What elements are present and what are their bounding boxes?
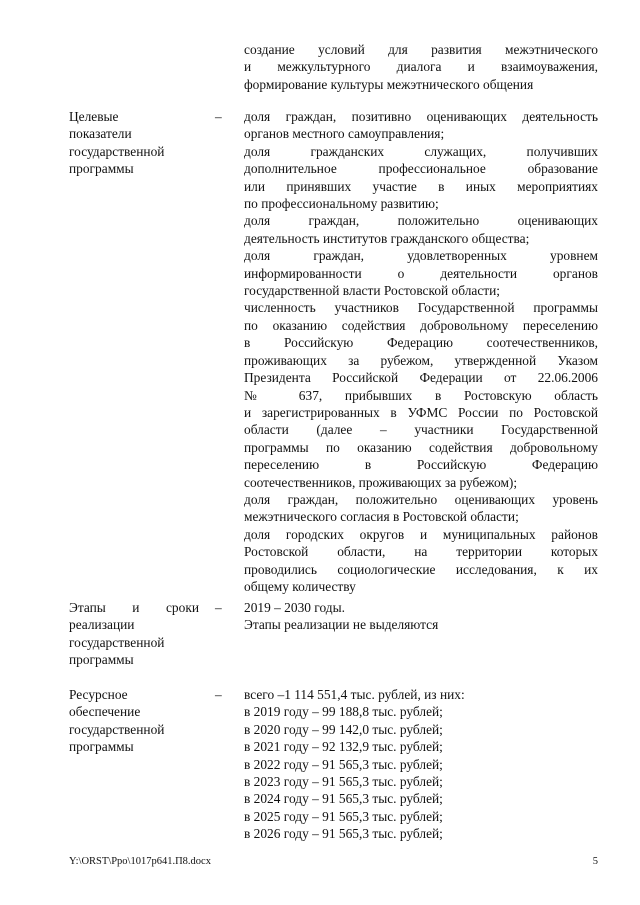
- stages-text: [244, 599, 598, 634]
- page-number: 5: [592, 856, 598, 867]
- text-line: в 2022 году – 91 565,3 тыс. рублей;: [244, 756, 443, 772]
- label-line: обеспечение: [69, 704, 141, 720]
- label-line: Целевые: [69, 109, 119, 124]
- text-line: и межкультурного диалога и взаимоуважения,: [244, 59, 598, 75]
- text-line: в 2020 году – 99 142,0 тыс. рублей;: [244, 721, 443, 737]
- text-line: доля граждан, позитивно оценивающих деятельность: [244, 109, 598, 124]
- text-line: доля городских округов и муниципальных районов: [244, 526, 598, 542]
- text-line: в 2025 году – 91 565,3 тыс. рублей;: [244, 808, 443, 824]
- label-line: государственной: [69, 721, 165, 737]
- text-line: численность участников Государственной программы: [244, 300, 598, 316]
- text-line: Этапы реализации не выделяются: [244, 617, 439, 633]
- targets-label: [69, 108, 199, 178]
- text-line: по профессиональному развитию;: [244, 196, 439, 212]
- label-line: государственной: [69, 634, 165, 650]
- resources-label: [69, 686, 199, 756]
- text-line: области (далее – участники Государственной: [244, 422, 598, 438]
- text-line: в 2024 году – 91 565,3 тыс. рублей;: [244, 791, 443, 807]
- text-line: доля граждан, положительно оценивающих: [244, 213, 598, 229]
- label-line: государственной: [69, 143, 165, 159]
- label-line: программы: [69, 739, 134, 755]
- text-line: дополнительное профессиональное образование: [244, 161, 598, 177]
- stages-label: [69, 599, 199, 669]
- text-line: переселению в Российскую Федерацию: [244, 457, 598, 473]
- text-line: доля гражданских служащих, получивших: [244, 143, 598, 159]
- text-line: № 637, прибывших в Ростовскую область: [244, 387, 598, 403]
- text-line: в 2023 году – 91 565,3 тыс. рублей;: [244, 774, 443, 790]
- text-line: в Российскую Федерацию соотечественников,: [244, 335, 598, 351]
- label-line: показатели: [69, 126, 132, 142]
- resources-text: [244, 686, 598, 843]
- text-line: межэтнического согласия в Ростовской области;: [244, 509, 519, 525]
- text-line: 2019 – 2030 годы.: [244, 600, 345, 615]
- text-line: информированности о деятельности органов: [244, 265, 598, 281]
- text-line: Президента Российской Федерации от 22.06.2006: [244, 370, 598, 386]
- text-line: в 2026 году – 91 565,3 тыс. рублей;: [244, 826, 443, 842]
- text-line: в 2019 году – 99 188,8 тыс. рублей;: [244, 704, 443, 720]
- text-line: доля граждан, положительно оценивающих уровень: [244, 491, 598, 507]
- text-line: формирование культуры межэтнического общения: [244, 76, 534, 92]
- stages-dash: –: [215, 600, 222, 615]
- text-line: в 2021 году – 92 132,9 тыс. рублей;: [244, 739, 443, 755]
- text-line: соотечественников, проживающих за рубежом);: [244, 474, 518, 490]
- label-line: Этапы и сроки: [69, 600, 199, 615]
- text-line: деятельность институтов гражданского общества;: [244, 230, 530, 246]
- text-line: проживающих за рубежом, утвержденной Указом: [244, 352, 598, 368]
- resources-dash: –: [215, 687, 222, 702]
- text-line: Ростовской области, на территории которых: [244, 544, 598, 560]
- text-line: доля граждан, удовлетворенных уровнем: [244, 248, 598, 264]
- text-line: создание условий для развития межэтнического: [244, 42, 598, 57]
- label-line: программы: [69, 161, 134, 177]
- label-line: реализации: [69, 617, 135, 633]
- label-line: Ресурсное: [69, 687, 128, 702]
- text-line: по оказанию содействия добровольному переселению: [244, 317, 598, 333]
- text-line: и зарегистрированных в УФМС России по Ростовской: [244, 404, 598, 420]
- text-line: всего –1 114 551,4 тыс. рублей, из них:: [244, 687, 465, 702]
- file-path: Y:\ORST\Ppo\1017p641.П8.docx: [69, 856, 211, 867]
- text-line: государственной власти Ростовской области;: [244, 283, 501, 299]
- targets-dash: –: [215, 109, 222, 124]
- text-line: проводились социологические исследования, к их: [244, 561, 598, 577]
- text-line: органов местного самоуправления;: [244, 126, 445, 142]
- label-line: программы: [69, 652, 134, 668]
- targets-text: [244, 108, 598, 595]
- text-line: программы по оказанию содействия добровольному: [244, 439, 598, 455]
- text-line: или принявших участие в иных мероприятиях: [244, 178, 598, 194]
- text-line: общему количеству: [244, 578, 356, 594]
- intro-text: [244, 41, 598, 93]
